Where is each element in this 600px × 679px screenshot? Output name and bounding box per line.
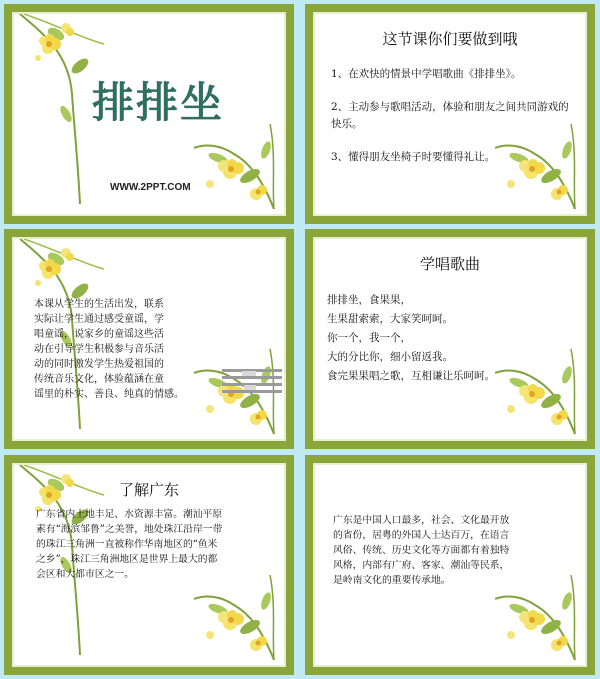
text-line: 素有“海滨邹鲁”之美誉，地处珠江沿岸一带 [36,524,223,535]
text-line: 风格，内部有广府、客家、潮汕等民系， [333,560,510,571]
list-item: 1、在欢快的情景中学唱歌曲《排排坐》。 [331,68,522,80]
text-line: 动的同时激发学生热爱祖国的 [34,359,164,370]
text-line: 谣里的朴实、善良、纯真的情感。 [34,389,184,400]
slide-6-canvas [313,463,587,667]
slide-5-canvas [12,463,286,667]
lyric-line: 你一个，我一个， [327,332,411,344]
text-line: 会区和大都市区之一。 [36,569,134,580]
slide-title: 了解广东 [118,481,179,499]
text-line: 的珠江三角洲一直被称作华南地区的“鱼米 [36,539,218,550]
slide-4 [305,229,595,449]
page-title: 排排坐 [92,78,225,127]
goals-list [331,66,575,182]
lyric-line: 生果甜索索，大家笑呵呵。 [327,313,453,325]
slide-2 [305,4,595,224]
list-item: 3、懂得朋友坐椅子时要懂得礼让。 [331,151,496,163]
lyric-line: 排排坐，食果果， [327,294,411,306]
text-line: 广东是中国人口最多，社会、文化最开放 [333,515,510,526]
text-line: 之乡”，珠江三角洲地区是世界上最大的都 [36,554,218,565]
intro-paragraph [34,297,204,402]
stripe-decoration-icon [222,369,282,399]
slide-1 [4,4,294,224]
lyric-line: 食完果果唱之歌，互相谦让乐呵呵。 [327,370,495,382]
slide-4-canvas [313,237,587,441]
slide-title: 学唱歌曲 [419,255,480,273]
slide-3 [4,229,294,449]
culture-paragraph [333,513,583,588]
slide-6 [305,455,595,675]
guangdong-paragraph [36,507,284,582]
slide-2-canvas [313,12,587,216]
text-line: 是岭南文化的重要传承地。 [333,575,451,586]
lyrics-list [327,291,495,386]
text-line: 的省份，居粤的外国人士达百万，在语言 [333,530,510,541]
flower-decoration-icon [495,339,585,439]
text-line: 风俗、传统、历史文化等方面都有着独特 [333,545,510,556]
site-url: WWW.2PPT.COM [110,182,191,193]
text-line: 唱童谣，说家乡的童谣这些活 [34,329,164,340]
list-item: 2、主动参与歌唱活动，体验和朋友之间共同游戏的快乐。 [331,101,569,130]
text-line: 广东省内土地丰足、水资源丰富。潮汕平原 [36,509,223,520]
text-line: 动在引导学生积极参与音乐活 [34,344,164,355]
slide-title: 这节课你们要做到哦 [382,30,518,48]
text-line: 实际让学生通过感受童谣，学 [34,314,164,325]
text-line: 本课从学生的生活出发，联系 [34,299,164,310]
lyric-line: 大的分比你，细小留返我。 [327,351,453,363]
text-line: 传统音乐文化，体验蕴涵在童 [34,374,164,385]
slide-1-canvas [12,12,286,216]
slide-3-canvas [12,237,286,441]
slide-5 [4,455,294,675]
